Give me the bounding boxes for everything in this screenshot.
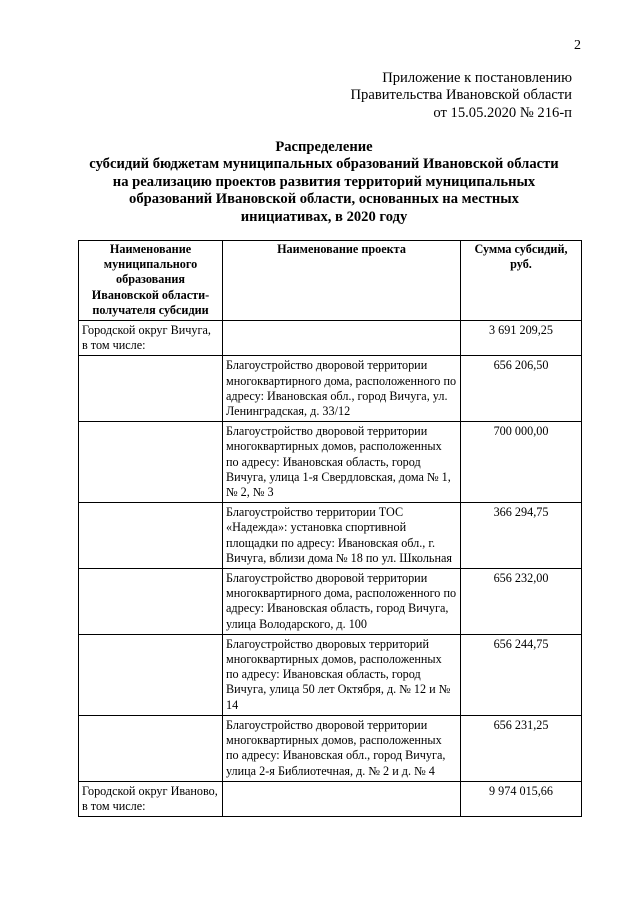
cell-municipality	[79, 422, 223, 503]
cell-amount: 700 000,00	[461, 422, 582, 503]
title-line-2: субсидий бюджетам муниципальных образований Ивановской области	[89, 156, 559, 173]
cell-municipality	[79, 503, 223, 569]
table-row	[79, 634, 582, 715]
table-row	[79, 569, 582, 635]
cell-amount: 9 974 015,66	[461, 781, 582, 816]
table-row	[79, 781, 582, 816]
cell-project	[223, 321, 461, 356]
title-line-5: инициативах, в 2020 году	[240, 208, 408, 225]
appendix-header	[351, 70, 572, 122]
table-row	[79, 715, 582, 781]
table-header-row	[79, 241, 582, 321]
appendix-line-2: Правительства Ивановской области	[350, 87, 572, 104]
cell-municipality	[79, 356, 223, 422]
table-row	[79, 503, 582, 569]
cell-municipality	[79, 569, 223, 635]
cell-amount: 366 294,75	[461, 503, 582, 569]
cell-project: Благоустройство дворовой территории многоквартирного дома, расположенного по адресу: Ивановская обл., город Вичуга, ул. Ленинградская, д. 33/12	[223, 356, 461, 422]
appendix-line-3: от 15.05.2020 № 216-п	[433, 104, 572, 121]
cell-amount: 656 231,25	[461, 715, 582, 781]
cell-project: Благоустройство дворовой территории многоквартирных домов, расположенных по адресу: Ивановская область, город Вичуга, улица 1-я Свердловская, дома № 1, № 2, № 3	[223, 422, 461, 503]
page-number: 2	[574, 38, 581, 53]
cell-amount: 3 691 209,25	[461, 321, 582, 356]
appendix-line-1: Приложение к постановлению	[382, 70, 572, 86]
cell-municipality	[79, 715, 223, 781]
table-row	[79, 321, 582, 356]
title-line-3: на реализацию проектов развития территорий муниципальных	[112, 173, 536, 190]
cell-municipality	[79, 634, 223, 715]
cell-amount: 656 232,00	[461, 569, 582, 635]
cell-project: Благоустройство дворовой территории многоквартирного дома, расположенного по адресу: Ивановская область, город Вичуга, улица Володарского, д. 100	[223, 569, 461, 635]
cell-amount: 656 206,50	[461, 356, 582, 422]
table-row	[79, 356, 582, 422]
cell-municipality: Городской округ Иваново, в том числе:	[79, 781, 223, 816]
title-line-1: Распределение	[275, 139, 373, 155]
header-amount: Сумма субсидий, руб.	[461, 241, 582, 321]
cell-amount: 656 244,75	[461, 634, 582, 715]
header-project: Наименование проекта	[223, 241, 461, 321]
document-title	[68, 139, 580, 226]
cell-municipality: Городской округ Вичуга, в том числе:	[79, 321, 223, 356]
cell-project: Благоустройство дворовых территорий многоквартирных домов, расположенных по адресу: Ивановская область, город Вичуга, улица 50 лет Октября, д. № 12 и № 14	[223, 634, 461, 715]
cell-project	[223, 781, 461, 816]
cell-project: Благоустройство территории ТОС «Надежда»: установка спортивной площадки по адресу: Ивановская обл., г. Вичуга, вблизи дома № 18 по ул. Школьная	[223, 503, 461, 569]
header-municipality: Наименование муниципального образования Ивановской области-получателя субсидии	[79, 241, 223, 321]
subsidy-table	[78, 240, 582, 817]
title-line-4: образований Ивановской области, основанных на местных	[129, 191, 519, 208]
cell-project: Благоустройство дворовой территории многоквартирных домов, расположенных по адресу: Ивановская обл., город Вичуга, улица 2-я Библиотечная, д. № 2 и д. № 4	[223, 715, 461, 781]
table-row	[79, 422, 582, 503]
